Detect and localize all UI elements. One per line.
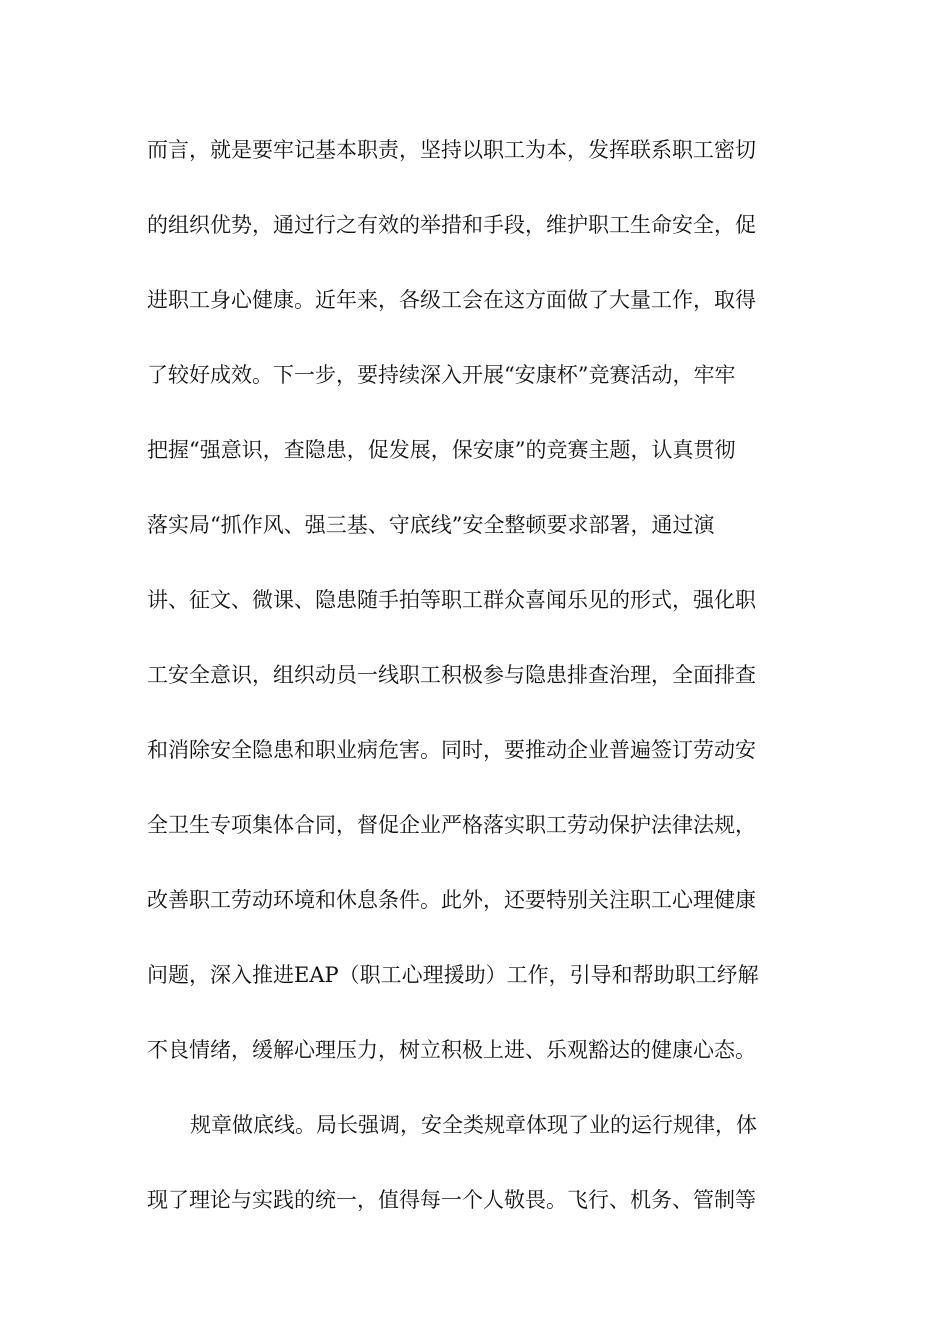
text-line-11: 改善职工劳动环境和休息条件。此外，还要特别关注职工心理健康 xyxy=(147,888,756,912)
text-line-4: 了较好成效。下一步，要持续深入开展“安康杯”竞赛活动，牢牢 xyxy=(147,363,736,387)
text-line-2: 的组织优势，通过行之有效的举措和手段，维护职工生命安全，促 xyxy=(147,213,756,237)
text-line-8: 工安全意识，组织动员一线职工积极参与隐患排查治理，全面排查 xyxy=(147,663,756,687)
text-line-10: 全卫生专项集体合同，督促企业严格落实职工劳动保护法律法规， xyxy=(147,813,756,837)
paragraph-start-line: 规章做底线。局长强调，安全类规章体现了业的运行规律，体 xyxy=(190,1113,757,1137)
body-text xyxy=(147,128,807,1253)
text-line-7: 讲、征文、微课、隐患随手拍等职工群众喜闻乐见的形式，强化职 xyxy=(147,588,756,612)
text-line-13: 不良情绪，缓解心理压力，树立积极上进、乐观豁达的健康心态。 xyxy=(147,1038,756,1062)
text-line-3: 进职工身心健康。近年来，各级工会在这方面做了大量工作，取得 xyxy=(147,288,756,312)
text-line-1: 而言，就是要牢记基本职责，坚持以职工为本，发挥联系职工密切 xyxy=(147,138,756,162)
text-line-12: 问题，深入推进EAP（职工心理援助）工作，引导和帮助职工纾解 xyxy=(147,963,759,987)
text-line-6: 落实局“抓作风、强三基、守底线”安全整顿要求部署，通过演 xyxy=(147,513,715,537)
text-line-15: 现了理论与实践的统一，值得每一个人敬畏。飞行、机务、管制等 xyxy=(147,1188,756,1212)
text-line-9: 和消除安全隐患和职业病危害。同时，要推动企业普遍签订劳动安 xyxy=(147,738,756,762)
text-line-5: 把握“强意识，查隐患，促发展，保安康”的竞赛主题，认真贯彻 xyxy=(147,438,736,462)
